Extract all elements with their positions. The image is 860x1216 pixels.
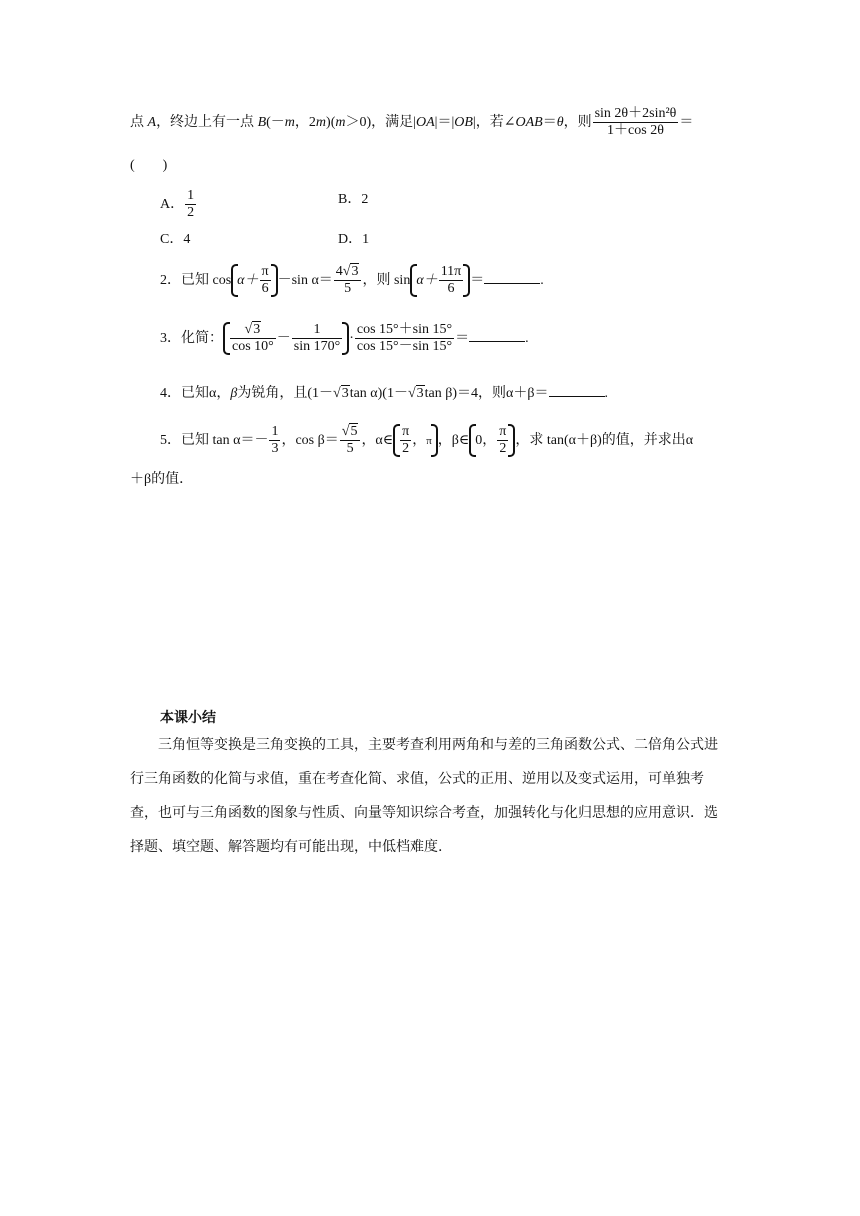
question-1-answer-paren: ( ) — [130, 158, 168, 173]
question-5-continuation: ＋β的值． — [130, 472, 194, 487]
question-1-fraction: $\frac{\text{sin 2θ＋2sin²θ}}{1+\cos 2\theta}$ — [594, 106, 677, 139]
option-a: A． $\frac{1}{2}$ — [160, 188, 195, 221]
option-d: D．1 — [338, 232, 370, 247]
question-4: 4．已知α，β为锐角，且(1－√3tan α)(1－√3tan β)＝4，则α＋β＝ . — [160, 386, 608, 401]
option-c: C．4 — [160, 232, 191, 247]
summary-paragraph: 三角恒等变换是三角变换的工具，主要考查利用两角和与差的三角函数公式、二倍角公式进行三角函数的化简与求值，重在考查化简、求值，公式的正用、逆用以及变式运用，可单独考查，也可与三角函数的图象与性质、向量等知识综合考查，加强转化与化归思想的应用意识．选择题、填空题、解答题均有可能出现，中低档难度. — [130, 737, 718, 855]
summary-heading: 本课小结 — [160, 710, 216, 726]
question-1-stem: 点 A，终边上有一点 B(－m，2m)(m＞0)，满足|OA|＝|OB|，若∠OAB＝θ，则 $\frac{\text{sin 2θ＋2sin²θ}}{1+\cos 2\theta}$ ＝ — [130, 106, 694, 139]
question-5: 5．已知 tan α＝－ $\frac{1}{3}$ ，cos β＝ $\frac{√5}{5}$ ，α∈ $\frac{\pi}{2}$ ，π ，β∈ 0， $\frac{\pi}{2}$ ，求 tan(α＋β)的值，并求出α — [160, 424, 694, 457]
answer-blank — [484, 271, 540, 284]
option-b: B．2 — [338, 192, 369, 207]
question-2: 2．已知 cos α＋ $\frac{\pi}{6}$ －sin α＝ $\frac{4√3}{5}$ ，则 sin α＋ $\frac{11\pi}{6}$ ＝ . — [160, 264, 544, 297]
answer-blank — [549, 384, 605, 397]
answer-blank — [469, 329, 525, 342]
question-3: 3．化简： $\frac{√3}{\cos 10^\circ}$ － $\frac{1}{\sin 170^\circ}$ · $\frac{\cos 15^\circ+\sin 15^\circ}{\cos 15^\circ-\sin 15^\circ}$ ＝ . — [160, 322, 529, 355]
